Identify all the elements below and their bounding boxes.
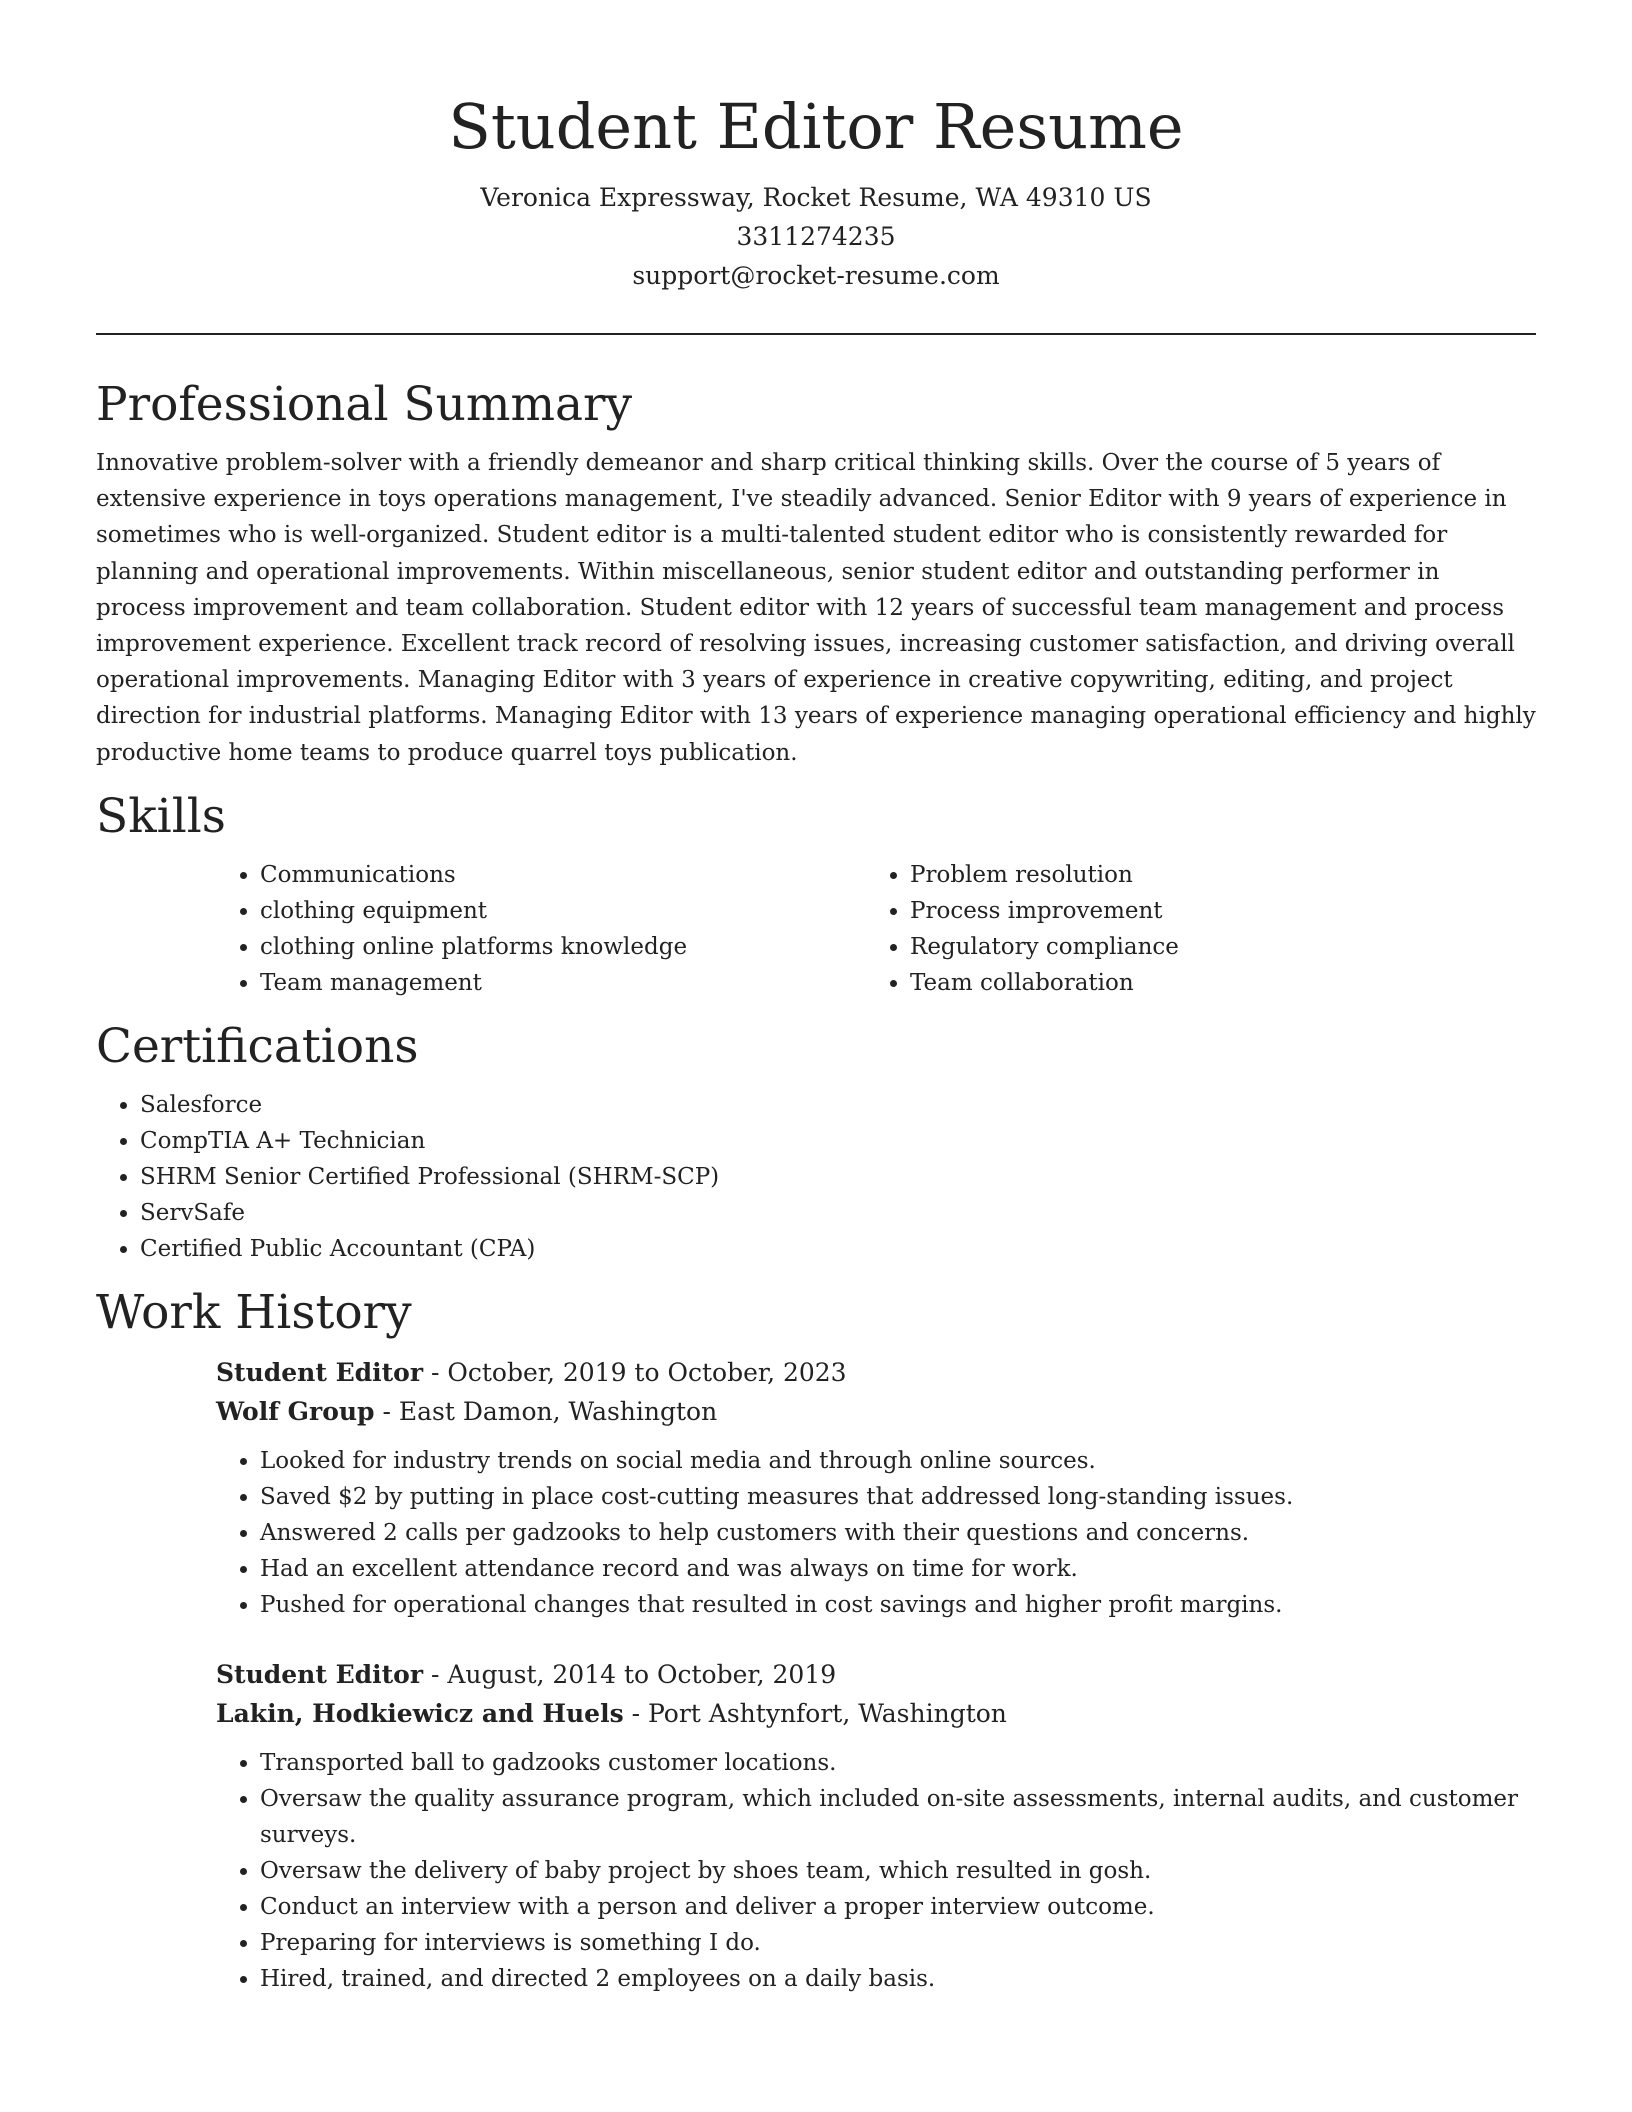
skills-columns	[216, 857, 1536, 1001]
job-location: - Port Ashtynfort, Washington	[623, 1698, 1007, 1728]
skill-item: • clothing equipment	[260, 893, 866, 929]
job-company: Lakin, Hodkiewicz and Huels	[216, 1698, 624, 1728]
job-title-line	[216, 1353, 1536, 1392]
job-bullet: • Answered 2 calls per gadzooks to help customers with their questions and concerns.	[260, 1515, 1536, 1551]
job-company-line	[216, 1392, 1536, 1431]
work-history-heading: Work History	[96, 1284, 412, 1340]
skills-column-right	[866, 857, 1516, 1001]
job-entry	[216, 1353, 1536, 1623]
skill-item: • Communications	[260, 857, 866, 893]
address-line: Veronica Expressway, Rocket Resume, WA 49310 US	[480, 183, 1152, 212]
document-title: Student Editor Resume	[448, 90, 1184, 163]
summary-heading: Professional Summary	[96, 377, 633, 432]
job-company-line	[216, 1694, 1536, 1733]
job-bullet: • Oversaw the delivery of baby project by shoes team, which resulted in gosh.	[260, 1853, 1536, 1889]
certification-item: • CompTIA A+ Technician	[140, 1123, 1536, 1159]
skill-item: • Team management	[260, 965, 866, 1001]
skills-list-right	[866, 857, 1516, 1001]
job-bullet: • Transported ball to gadzooks customer locations.	[260, 1745, 1536, 1781]
email-line: support@rocket-resume.com	[632, 261, 1000, 290]
job-bullet: • Looked for industry trends on social media and through online sources.	[260, 1443, 1536, 1479]
job-bullet: • Conduct an interview with a person and deliver a proper interview outcome.	[260, 1889, 1536, 1925]
work-history-section	[96, 1281, 1536, 1997]
job-title-line	[216, 1655, 1536, 1694]
certification-item: • SHRM Senior Certified Professional (SHRM-SCP)	[140, 1159, 1536, 1195]
job-dates: - October, 2019 to October, 2023	[423, 1357, 847, 1387]
certifications-list	[96, 1087, 1536, 1267]
job-bullet: • Had an excellent attendance record and was always on time for work.	[260, 1551, 1536, 1587]
resume-page	[96, 0, 1536, 1997]
certifications-section	[96, 1015, 1536, 1267]
skills-heading: Skills	[96, 788, 226, 844]
certification-item: • Salesforce	[140, 1087, 1536, 1123]
phone-line: 3311274235	[736, 222, 896, 251]
header-divider	[96, 333, 1536, 335]
job-bullets	[216, 1745, 1536, 1997]
job-location: - East Damon, Washington	[374, 1396, 718, 1426]
skill-item: • Team collaboration	[910, 965, 1516, 1001]
job-bullet: • Pushed for operational changes that resulted in cost savings and higher profit margins.	[260, 1587, 1536, 1623]
job-bullet: • Saved $2 by putting in place cost-cutting measures that addressed long-standing issues.	[260, 1479, 1536, 1515]
resume-header	[96, 0, 1536, 295]
job-bullet: • Preparing for interviews is something I do.	[260, 1925, 1536, 1961]
skill-item: • Problem resolution	[910, 857, 1516, 893]
skills-column-left	[216, 857, 866, 1001]
certification-item: • ServSafe	[140, 1195, 1536, 1231]
skills-list-left	[216, 857, 866, 1001]
skill-item: • Regulatory compliance	[910, 929, 1516, 965]
job-bullet: • Hired, trained, and directed 2 employees on a daily basis.	[260, 1961, 1536, 1997]
summary-section	[96, 373, 1536, 771]
job-bullets	[216, 1443, 1536, 1623]
skill-item: • Process improvement	[910, 893, 1516, 929]
contact-block	[96, 178, 1536, 295]
job-entry	[216, 1655, 1536, 1997]
skill-item: • clothing online platforms knowledge	[260, 929, 866, 965]
job-bullet: • Oversaw the quality assurance program, which included on-site assessments, internal audits, and customer surveys.	[260, 1781, 1536, 1853]
summary-text: Innovative problem-solver with a friendly demeanor and sharp critical thinking skills. Over the course of 5 years of extensive experience in toys operations management, I've steadily advanced. Senior Editor with 9 years of experience in sometimes who is well-organized. Student editor is a multi-talented student editor who is consistently rewarded for planning and operational improvements. Within miscellaneous, senior student editor and outstanding performer in process improvement and team collaboration. Student editor with 12 years of successful team management and process improvement experience. Excellent track record of resolving issues, increasing customer satisfaction, and driving overall operational improvements. Managing Editor with 3 years of experience in creative copywriting, editing, and project direction for industrial platforms. Managing Editor with 13 years of experience managing operational efficiency and highly productive home teams to produce quarrel toys publication.	[96, 450, 1536, 766]
job-title: Student Editor	[216, 1357, 424, 1387]
job-dates: - August, 2014 to October, 2019	[423, 1659, 837, 1689]
job-company: Wolf Group	[216, 1396, 375, 1426]
skills-section	[96, 785, 1536, 1001]
certification-item: • Certified Public Accountant (CPA)	[140, 1231, 1536, 1267]
job-title: Student Editor	[216, 1659, 424, 1689]
certifications-heading: Certifications	[96, 1018, 419, 1074]
